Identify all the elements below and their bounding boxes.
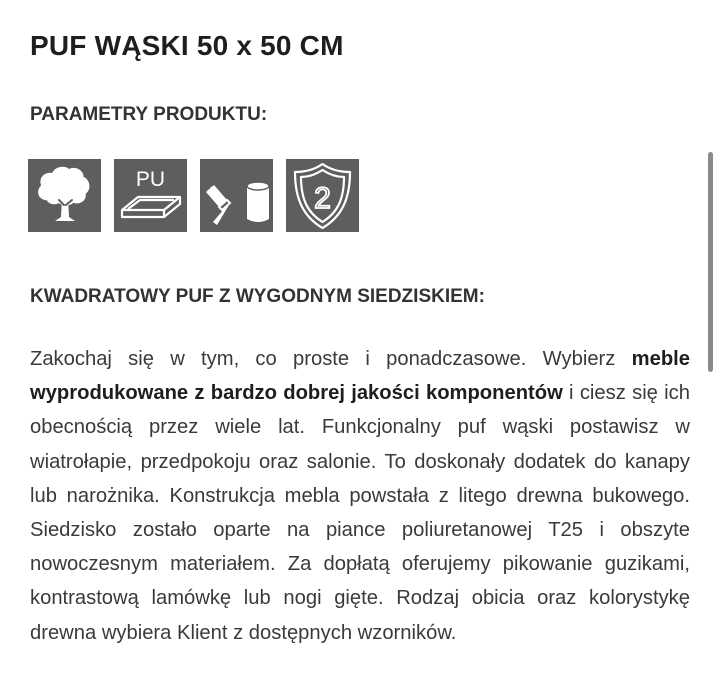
tree-icon xyxy=(28,159,101,232)
warranty-years: 2 xyxy=(314,182,331,215)
warranty-shield-icon xyxy=(286,159,359,232)
product-description xyxy=(30,342,690,650)
parameter-icons xyxy=(28,159,359,232)
description-text: i ciesz się ich obecnością przez wiele lat. Funkcjonalny puf wąski postawisz w wiatrołapie, przedpokoju oraz salonie. To doskonały dodatek do kanapy lub narożnika. Konstrukcja mebla powstała z litego drewna bukowego. Siedzisko zostało oparte na piance poliuretanowej T25 i obszyte nowoczesnym materiałem. Za dopłatą oferujemy pikowanie guzikami, kontrastową lamówkę lub nogi gięte. Rodzaj obicia oraz kolorystykę drewna wybiera Klient z dostępnych wzorników. xyxy=(30,382,690,644)
description-text: Zakochaj się w tym, co proste i ponadczasowe. Wybierz xyxy=(30,348,632,370)
description-bold-text: meble wyprodukowane z bardzo dobrej jakości komponentów xyxy=(30,348,690,405)
pu-foam-icon xyxy=(114,159,187,232)
brush-paint-icon xyxy=(200,159,273,232)
pu-label: PU xyxy=(135,168,166,191)
section-heading: KWADRATOWY PUF Z WYGODNYM SIEDZISKIEM: xyxy=(30,286,485,307)
parameters-heading: PARAMETRY PRODUKTU: xyxy=(30,104,268,125)
product-title: PUF WĄSKI 50 x 50 CM xyxy=(30,30,344,61)
scrollbar[interactable] xyxy=(708,152,713,372)
